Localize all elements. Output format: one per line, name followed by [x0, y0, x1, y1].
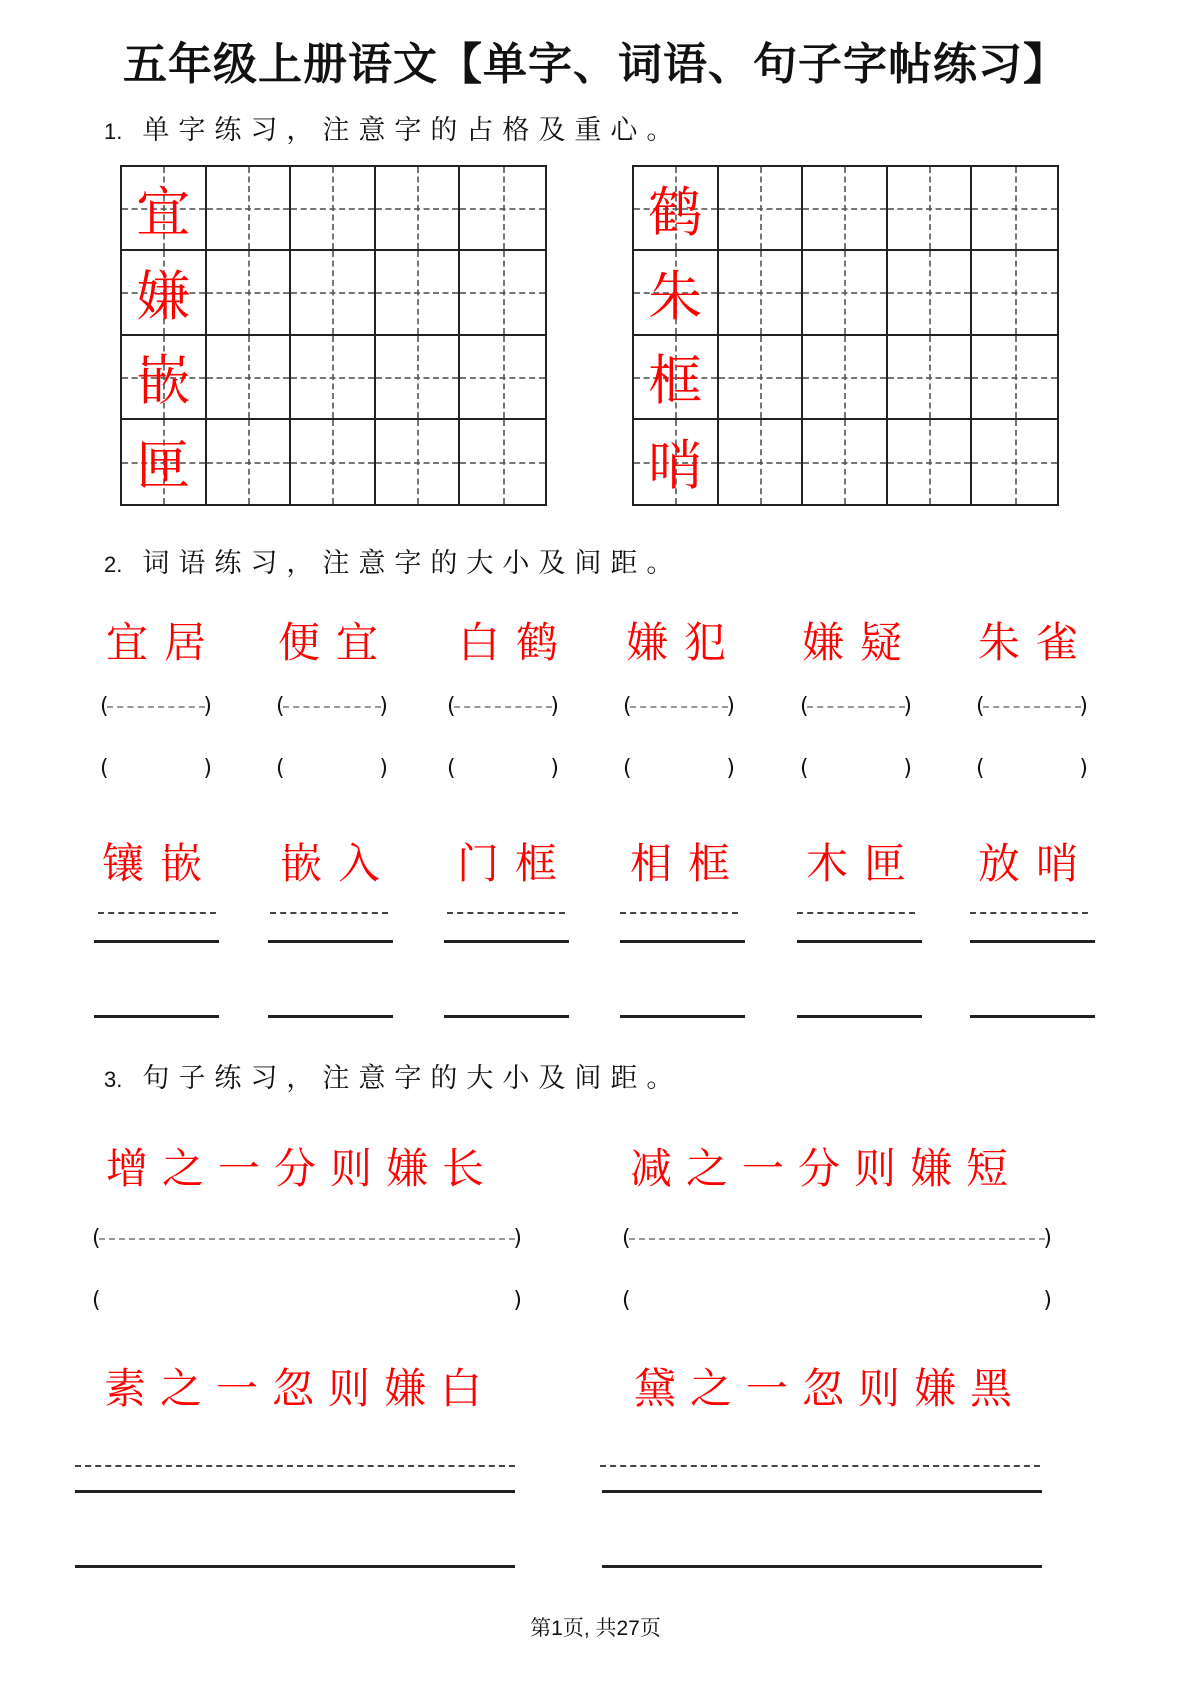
paren-close: ) — [550, 693, 559, 719]
writing-line[interactable] — [268, 940, 393, 943]
section1-heading — [104, 108, 682, 147]
pinyin-answer-field[interactable] — [976, 753, 1088, 783]
paren-open: ( — [276, 755, 285, 781]
writing-line[interactable] — [970, 940, 1095, 943]
model-char: 匣 — [136, 434, 191, 498]
writing-line[interactable] — [268, 1015, 393, 1018]
model-word: 镶嵌 — [102, 839, 219, 888]
paren-open: ( — [800, 755, 809, 781]
grid-cell — [460, 336, 545, 420]
paren-open: ( — [447, 693, 456, 719]
paren-open: ( — [92, 1225, 101, 1251]
paren-open: ( — [623, 693, 632, 719]
grid-cell — [719, 420, 804, 504]
writing-line[interactable] — [94, 940, 219, 943]
grid-cell — [460, 251, 545, 335]
section2-number: 2. — [104, 552, 123, 577]
model-word: 门框 — [457, 839, 574, 888]
grid-cell — [803, 251, 888, 335]
section1-number: 1. — [104, 119, 123, 144]
grid-cell — [207, 251, 292, 335]
guide-line-dashed — [797, 912, 915, 914]
model-sentence: 素之一忽则嫌白 — [104, 1364, 497, 1413]
paren-open: ( — [976, 693, 985, 719]
grid-cell — [207, 167, 292, 251]
pinyin-answer-field[interactable] — [622, 1223, 1052, 1253]
writing-line[interactable] — [620, 940, 745, 943]
paren-open: ( — [92, 1287, 101, 1313]
grid-cell — [803, 420, 888, 504]
model-word: 宜居 — [106, 618, 223, 667]
section2-heading — [104, 541, 682, 580]
model-word: 便宜 — [278, 618, 395, 667]
pinyin-answer-field[interactable] — [623, 753, 735, 783]
grid-cell — [291, 251, 376, 335]
grid-cell — [888, 251, 973, 335]
paren-close: ) — [203, 693, 212, 719]
writing-line[interactable] — [444, 1015, 569, 1018]
paren-close: ) — [726, 755, 735, 781]
guide-line-dashed — [620, 912, 738, 914]
grid-cell — [634, 420, 719, 504]
model-char: 哨 — [648, 434, 703, 498]
section1-heading-text: 单字练习，注意字的占格及重心。 — [142, 115, 683, 146]
grid-cell — [291, 420, 376, 504]
paren-open: ( — [622, 1225, 631, 1251]
paren-close: ) — [379, 693, 388, 719]
pinyin-answer-field[interactable] — [976, 691, 1088, 721]
grid-cell — [634, 167, 719, 251]
guide-line-dashed — [270, 912, 388, 914]
grid-cell — [888, 167, 973, 251]
paren-open: ( — [100, 693, 109, 719]
paren-close: ) — [903, 755, 912, 781]
pinyin-answer-field[interactable] — [447, 753, 559, 783]
pinyin-answer-field[interactable] — [100, 753, 212, 783]
paren-close: ) — [1043, 1225, 1052, 1251]
paren-open: ( — [800, 693, 809, 719]
grid-cell — [634, 336, 719, 420]
writing-line[interactable] — [602, 1565, 1042, 1568]
pinyin-answer-field[interactable] — [447, 691, 559, 721]
writing-line[interactable] — [75, 1490, 515, 1493]
grid-cell — [291, 167, 376, 251]
pinyin-answer-field[interactable] — [100, 691, 212, 721]
paren-close: ) — [1079, 755, 1088, 781]
guide-line-dashed — [970, 912, 1088, 914]
writing-line[interactable] — [620, 1015, 745, 1018]
grid-cell — [888, 336, 973, 420]
paren-open: ( — [100, 755, 109, 781]
model-word: 放哨 — [978, 839, 1095, 888]
paren-open: ( — [447, 755, 456, 781]
paren-close: ) — [513, 1287, 522, 1313]
tianzige-grid-right — [632, 165, 1059, 506]
grid-cell — [207, 336, 292, 420]
grid-cell — [972, 251, 1057, 335]
writing-line[interactable] — [602, 1490, 1042, 1493]
guide-line-dashed — [447, 912, 565, 914]
model-word: 朱雀 — [978, 618, 1095, 667]
model-word: 嵌入 — [280, 839, 397, 888]
paren-open: ( — [976, 755, 985, 781]
grid-cell — [460, 167, 545, 251]
model-char: 朱 — [648, 264, 703, 328]
model-word: 木匣 — [806, 839, 923, 888]
writing-line[interactable] — [75, 1565, 515, 1568]
page-indicator: 第1页, 共27页 — [530, 1617, 661, 1640]
page-title: 五年级上册语文【单字、词语、句子字帖练习】 — [123, 39, 1068, 90]
grid-cell — [291, 336, 376, 420]
paren-open: ( — [276, 693, 285, 719]
pinyin-answer-field[interactable] — [623, 691, 735, 721]
model-char: 框 — [648, 349, 703, 413]
grid-cell — [122, 420, 207, 504]
paren-close: ) — [203, 755, 212, 781]
grid-cell — [972, 336, 1057, 420]
pinyin-answer-field[interactable] — [276, 753, 388, 783]
paren-open: ( — [622, 1287, 631, 1313]
model-char: 嫌 — [136, 264, 191, 328]
model-char: 宜 — [136, 180, 191, 244]
grid-cell — [803, 336, 888, 420]
section3-heading-text: 句子练习，注意字的大小及间距。 — [142, 1063, 683, 1094]
grid-cell — [376, 251, 461, 335]
writing-line[interactable] — [970, 1015, 1095, 1018]
grid-cell — [376, 420, 461, 504]
model-word: 相框 — [630, 839, 747, 888]
grid-cell — [122, 251, 207, 335]
paren-close: ) — [1043, 1287, 1052, 1313]
grid-cell — [122, 167, 207, 251]
grid-cell — [972, 420, 1057, 504]
tianzige-grid-left — [120, 165, 547, 506]
pinyin-answer-field[interactable] — [800, 691, 912, 721]
model-word: 嫌疑 — [802, 618, 919, 667]
pinyin-answer-field[interactable] — [800, 753, 912, 783]
pinyin-answer-field[interactable] — [92, 1223, 522, 1253]
pinyin-answer-field[interactable] — [276, 691, 388, 721]
model-word: 白鹤 — [458, 618, 575, 667]
writing-line[interactable] — [444, 940, 569, 943]
paren-close: ) — [379, 755, 388, 781]
grid-cell — [972, 167, 1057, 251]
grid-cell — [376, 336, 461, 420]
guide-line-dashed — [98, 912, 216, 914]
writing-line[interactable] — [94, 1015, 219, 1018]
pinyin-answer-field[interactable] — [622, 1285, 1052, 1315]
model-sentence: 减之一分则嫌短 — [630, 1144, 1023, 1193]
grid-cell — [803, 167, 888, 251]
pinyin-answer-field[interactable] — [92, 1285, 522, 1315]
model-sentence: 黛之一忽则嫌黑 — [634, 1364, 1027, 1413]
section3-heading — [104, 1056, 682, 1095]
grid-cell — [376, 167, 461, 251]
grid-cell — [719, 251, 804, 335]
model-char: 鹤 — [648, 180, 703, 244]
grid-cell — [460, 420, 545, 504]
paren-close: ) — [726, 693, 735, 719]
paren-close: ) — [550, 755, 559, 781]
writing-line[interactable] — [797, 1015, 922, 1018]
model-word: 嫌犯 — [626, 618, 743, 667]
grid-cell — [719, 336, 804, 420]
section2-heading-text: 词语练习，注意字的大小及间距。 — [142, 548, 683, 579]
writing-line[interactable] — [797, 940, 922, 943]
grid-cell — [634, 251, 719, 335]
grid-cell — [122, 336, 207, 420]
guide-line-dashed — [75, 1465, 515, 1467]
grid-cell — [207, 420, 292, 504]
section3-number: 3. — [104, 1067, 123, 1092]
grid-cell — [888, 420, 973, 504]
paren-close: ) — [1079, 693, 1088, 719]
model-sentence: 增之一分则嫌长 — [106, 1144, 499, 1193]
model-char: 嵌 — [136, 349, 191, 413]
paren-close: ) — [903, 693, 912, 719]
grid-cell — [719, 167, 804, 251]
paren-open: ( — [623, 755, 632, 781]
guide-line-dashed — [600, 1465, 1040, 1467]
paren-close: ) — [513, 1225, 522, 1251]
